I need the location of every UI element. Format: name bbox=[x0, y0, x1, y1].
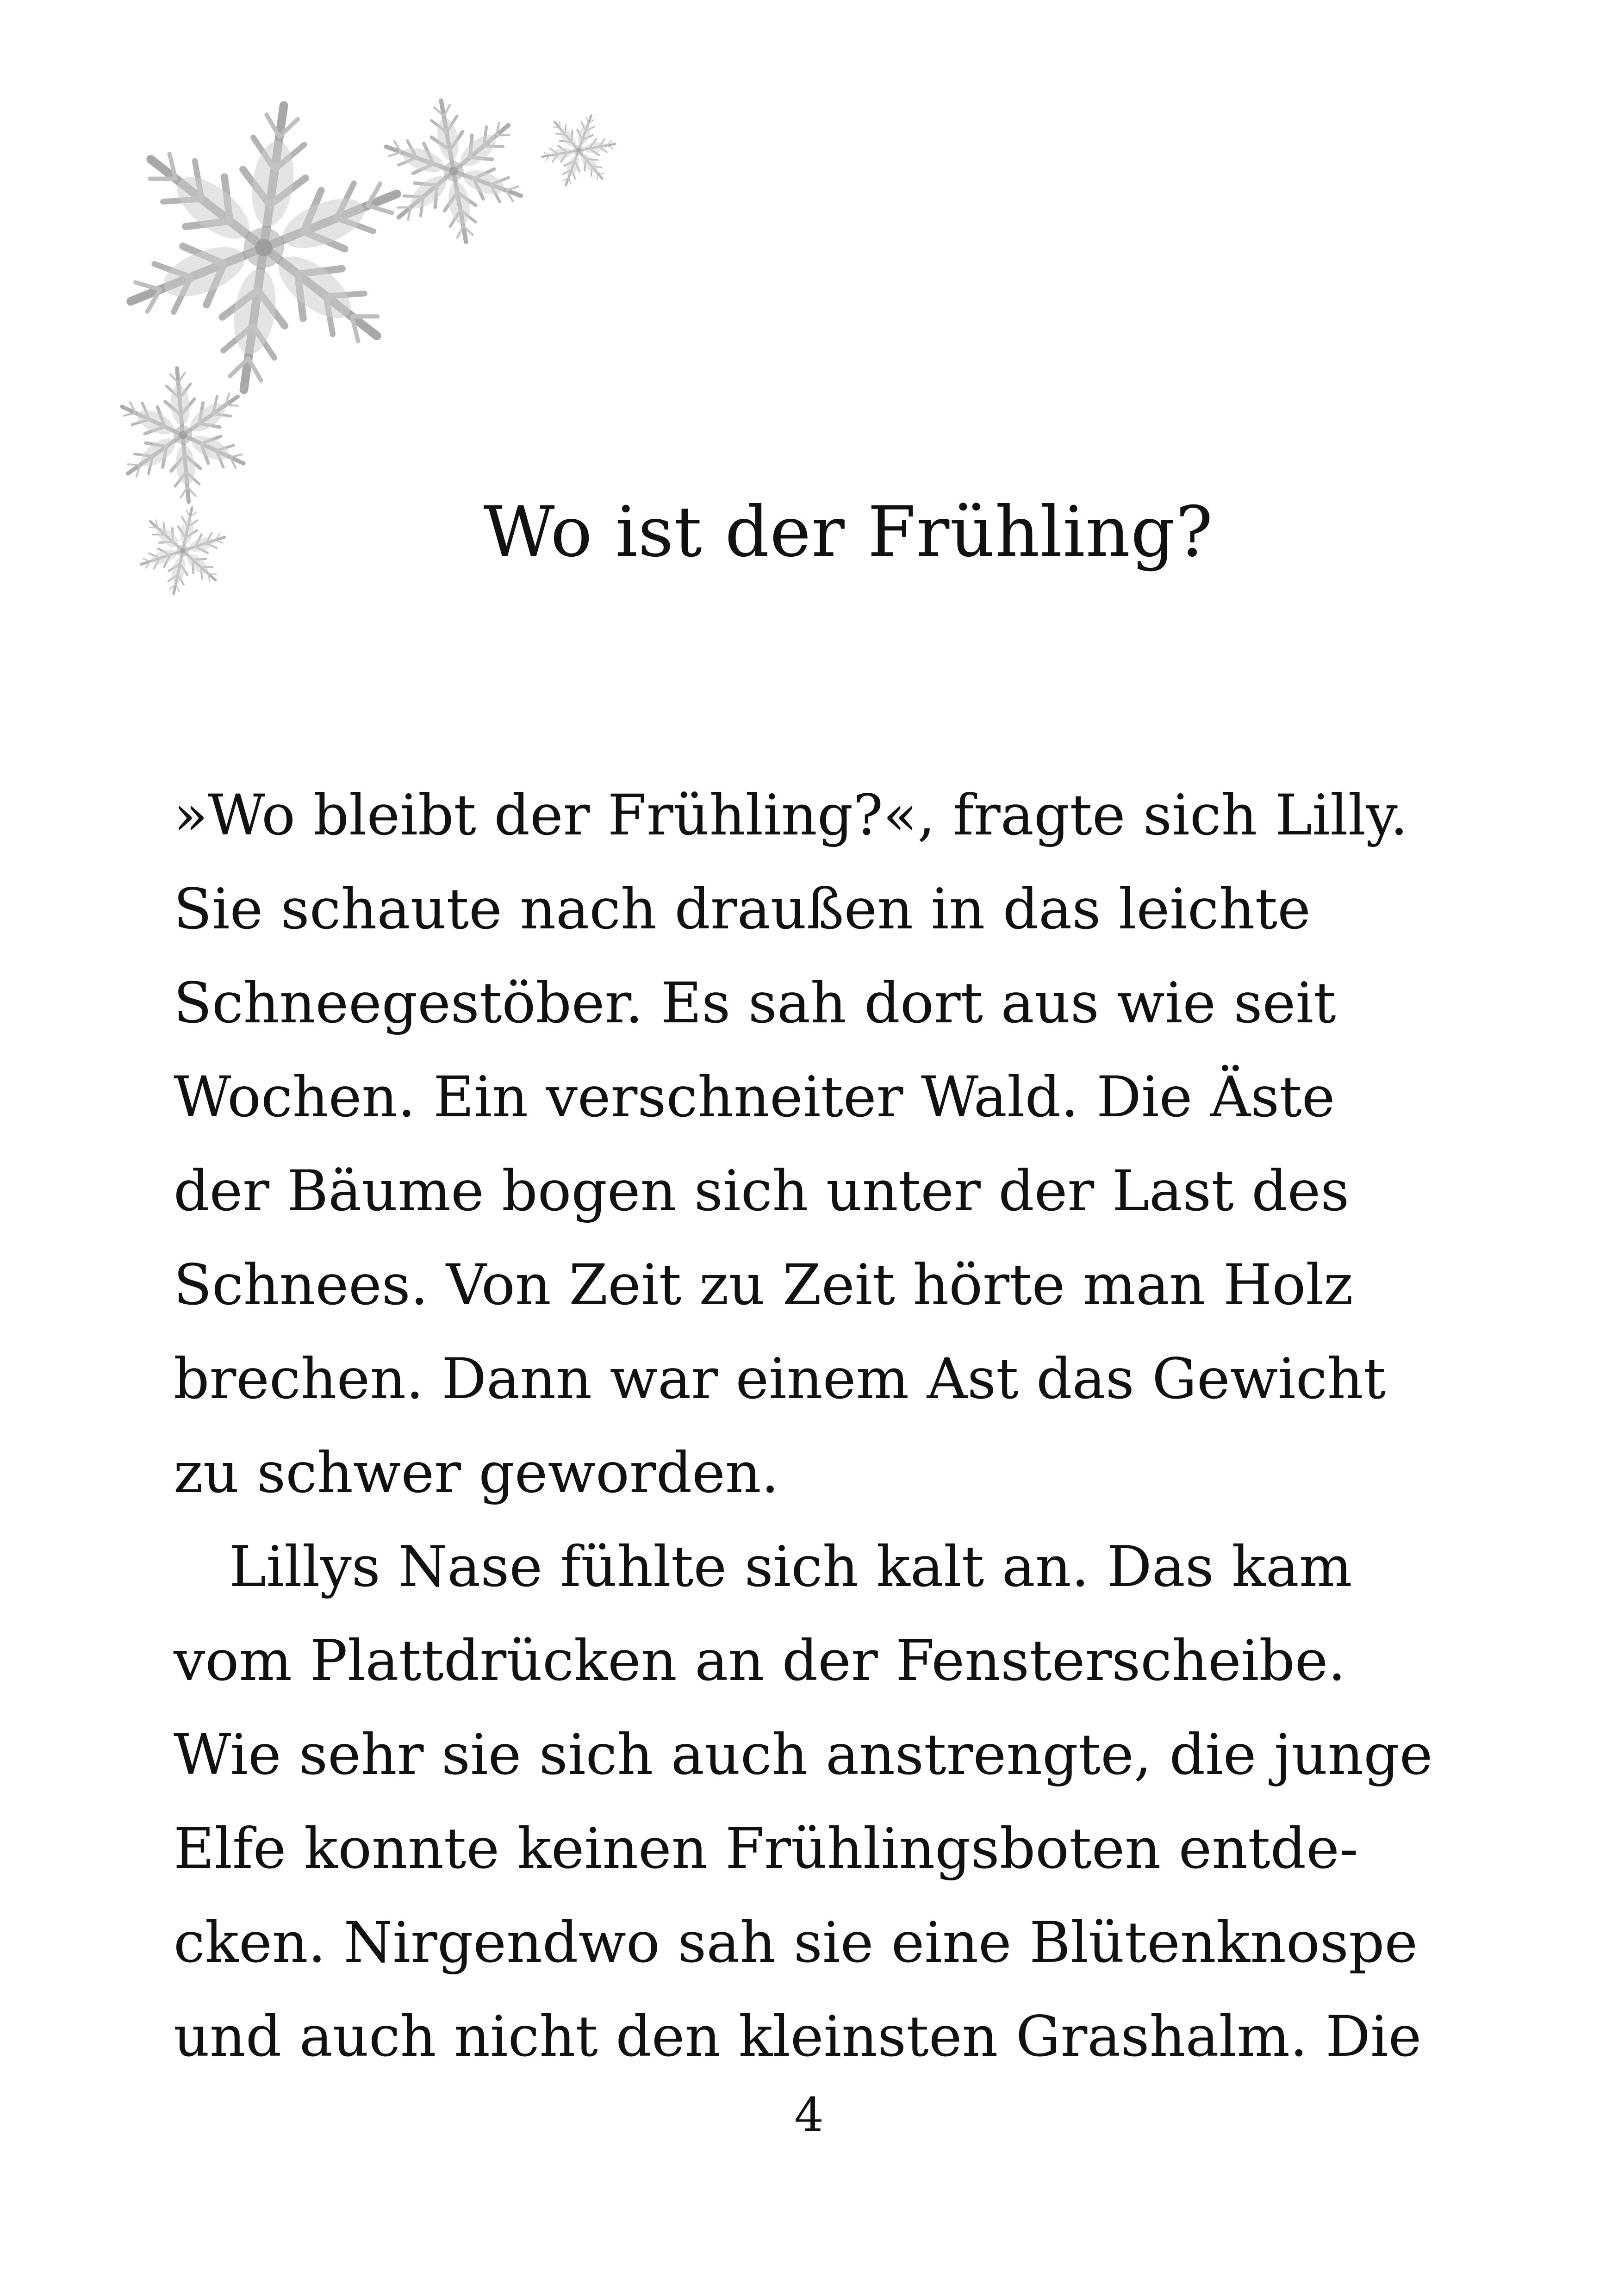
snowflake-small-icon bbox=[532, 103, 625, 198]
text-line: Elfe konnte keinen Frühlingsboten entde- bbox=[174, 1816, 1358, 1881]
text-line: cken. Nirgendwo sah sie eine Blütenknospe bbox=[174, 1910, 1418, 1975]
snowflake-large-icon bbox=[105, 86, 423, 409]
text-line: Schneegestöber. Es sah dort aus wie seit bbox=[174, 971, 1336, 1036]
body-text bbox=[174, 768, 1433, 2084]
text-line: »Wo bleibt der Frühling?«, fragte sich Lilly. bbox=[174, 783, 1408, 848]
chapter-title: Wo ist der Frühling? bbox=[483, 492, 1214, 572]
snowflake-medium-icon bbox=[372, 88, 535, 254]
paragraph bbox=[174, 1520, 1433, 2084]
text-line: und auch nicht den kleinsten Grashalm. Die bbox=[174, 2004, 1422, 2069]
paragraph bbox=[174, 768, 1423, 1520]
text-line: Lillys Nase fühlte sich kalt an. Das kam bbox=[229, 1534, 1352, 1599]
text-line: Wochen. Ein verschneiter Wald. Die Äste bbox=[174, 1064, 1335, 1130]
text-line: der Bäume bogen sich unter der Last des bbox=[174, 1158, 1350, 1224]
text-line: Schnees. Von Zeit zu Zeit hörte man Holz bbox=[174, 1252, 1353, 1318]
text-line: Sie schaute nach draußen in das leichte bbox=[174, 877, 1311, 942]
text-line: zu schwer geworden. bbox=[174, 1440, 779, 1506]
text-line: vom Plattdrücken an der Fensterscheibe. bbox=[174, 1628, 1346, 1693]
page-number: 4 bbox=[794, 2088, 824, 2142]
text-line: brechen. Dann war einem Ast das Gewicht bbox=[174, 1346, 1386, 1412]
text-line: Wie sehr sie sich auch anstrengte, die junge bbox=[174, 1722, 1433, 1787]
